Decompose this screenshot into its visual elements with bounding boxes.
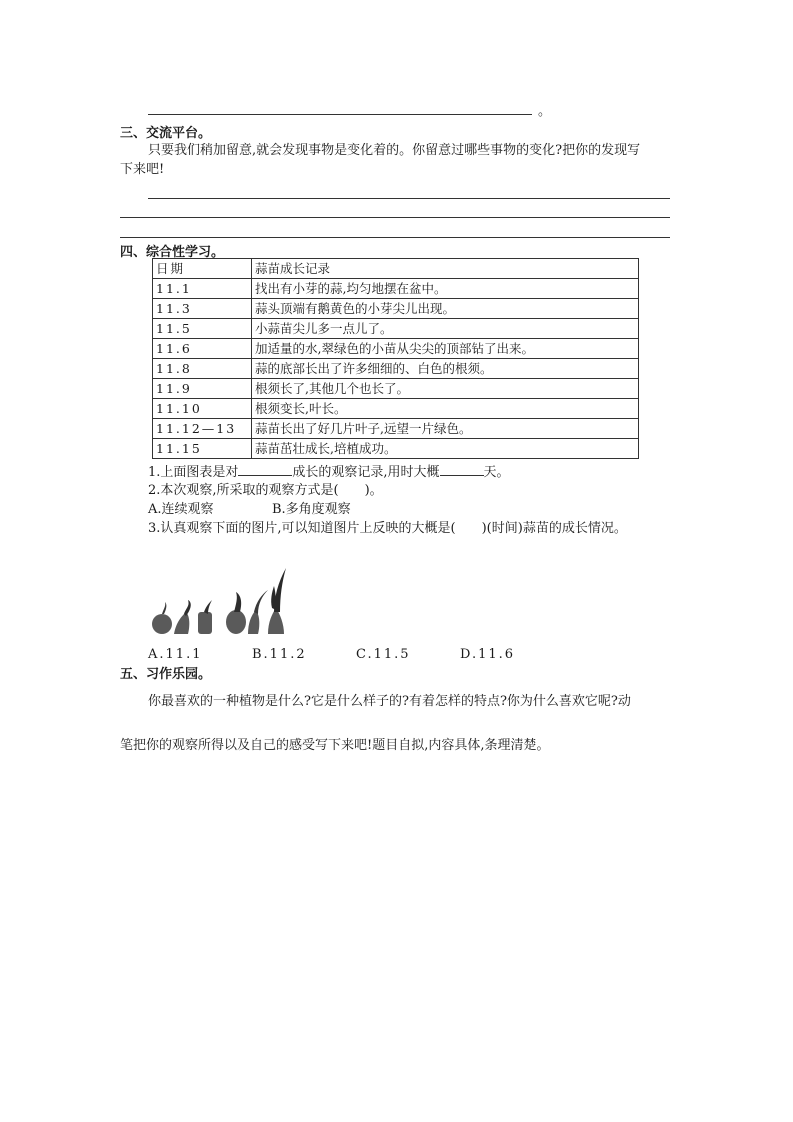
table-row (153, 399, 639, 419)
row-record: 小蒜苗尖儿多一点儿了。 (252, 319, 639, 339)
table-row (153, 339, 639, 359)
section3-paragraph-line1: 只要我们稍加留意,就会发现事物是变化着的。你留意过哪些事物的变化?把你的发现写 (148, 143, 641, 158)
row-date: 11.8 (153, 359, 252, 379)
q2-option-b[interactable]: B.多角度观察 (272, 502, 351, 517)
q3-option-d[interactable]: D.11.6 (460, 647, 516, 662)
row-record: 找出有小芽的蒜,均匀地摆在盆中。 (252, 279, 639, 299)
section5-paragraph-line1: 你最喜欢的一种植物是什么?它是什么样子的?有着怎样的特点?你为什么喜欢它呢?动 (148, 694, 631, 709)
question-1 (148, 461, 510, 483)
table-row (153, 419, 639, 439)
question-3: 3.认真观察下面的图片,可以知道图片上反映的大概是( )(时间)蒜苗的成长情况。 (148, 521, 627, 536)
row-record: 根须变长,叶长。 (252, 399, 639, 419)
blank-subject[interactable] (238, 461, 292, 476)
section3-paragraph-line2: 下来吧! (120, 162, 165, 177)
q1-text-part1: 1.上面图表是对 (148, 465, 239, 480)
garlic-sprouts-image (150, 568, 300, 634)
row-date: 11.9 (153, 379, 252, 399)
q1-text-part3: 天。 (483, 465, 510, 480)
answer-line[interactable] (148, 114, 532, 115)
section5-paragraph-line2: 笔把你的观察所得以及自己的感受写下来吧!题目自拟,内容具体,条理清楚。 (120, 738, 550, 753)
section4-heading: 四、综合性学习。 (120, 245, 225, 260)
q3-option-a[interactable]: A.11.1 (148, 647, 203, 662)
table-row (153, 439, 639, 459)
row-date: 11.12—13 (153, 419, 252, 439)
period-mark: 。 (538, 104, 552, 119)
row-record: 加适量的水,翠绿色的小苗从尖尖的顶部钻了出来。 (252, 339, 639, 359)
q1-text-part2: 成长的观察记录,用时大概 (292, 465, 440, 480)
answer-line[interactable] (120, 217, 670, 218)
header-record: 蒜苗成长记录 (252, 259, 639, 279)
table-row (153, 379, 639, 399)
section3-heading: 三、交流平台。 (120, 126, 212, 141)
row-date: 11.6 (153, 339, 252, 359)
q3-option-b[interactable]: B.11.2 (252, 647, 307, 662)
row-date: 11.10 (153, 399, 252, 419)
garlic-growth-table (152, 258, 639, 459)
table-header-row (153, 259, 639, 279)
row-record: 蒜的底部长出了许多细细的、白色的根须。 (252, 359, 639, 379)
table-row (153, 359, 639, 379)
row-record: 蒜头顶端有鹅黄色的小芽尖儿出现。 (252, 299, 639, 319)
q3-option-c[interactable]: C.11.5 (356, 647, 411, 662)
question-2: 2.本次观察,所采取的观察方式是( )。 (148, 483, 383, 498)
table-row (153, 279, 639, 299)
row-date: 11.15 (153, 439, 252, 459)
table-row (153, 299, 639, 319)
row-date: 11.5 (153, 319, 252, 339)
row-date: 11.3 (153, 299, 252, 319)
row-record: 蒜苗长出了好几片叶子,远望一片绿色。 (252, 419, 639, 439)
row-record: 根须长了,其他几个也长了。 (252, 379, 639, 399)
header-date: 日期 (153, 259, 252, 279)
table-row (153, 319, 639, 339)
blank-days[interactable] (440, 461, 484, 476)
section5-heading: 五、习作乐园。 (120, 667, 212, 682)
answer-line[interactable] (148, 198, 670, 199)
q2-option-a[interactable]: A.连续观察 (148, 502, 214, 517)
row-record: 蒜苗茁壮成长,培植成功。 (252, 439, 639, 459)
row-date: 11.1 (153, 279, 252, 299)
answer-line[interactable] (120, 237, 670, 238)
